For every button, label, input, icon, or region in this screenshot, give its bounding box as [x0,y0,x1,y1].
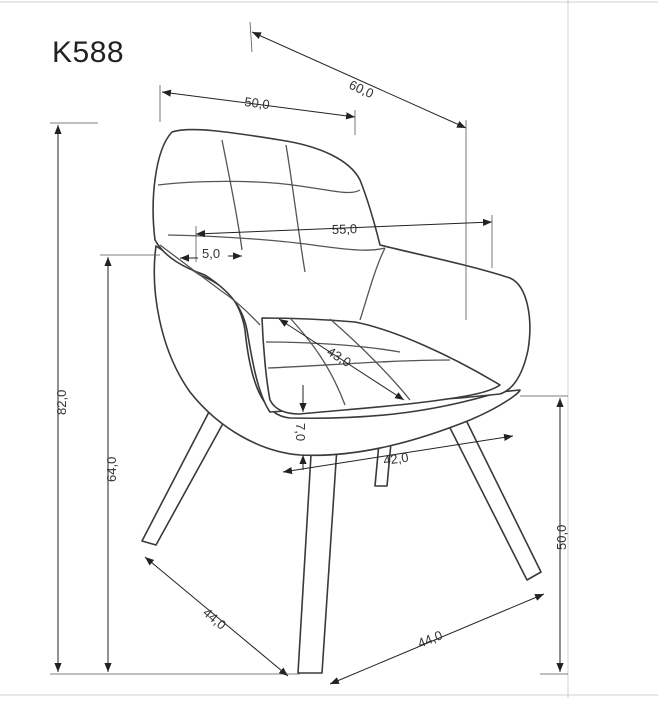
dim-arm-thickness: 5,0 [202,246,221,261]
dim-leg-span-left: 44,0 [200,604,230,633]
dim-width-top: 50,0 [243,94,271,113]
dim-seat-cushion: 7,0 [293,423,308,442]
leg-front-left [142,410,226,545]
dim-seat-height: 50,0 [554,524,569,550]
dim-base-width: 42,0 [382,449,410,468]
dim-total-height: 82,0 [54,389,69,415]
dim-seat-depth: 43,0 [324,343,354,370]
dim-leg-span-right: 44,0 [415,627,445,651]
dim-arm-height: 64,0 [104,456,119,482]
model-title: K588 [52,36,125,69]
dim-seat-inner-width: 55,0 [331,221,358,237]
leg-front-right [446,416,541,580]
dim-depth-top: 60,0 [346,77,377,102]
chair-shell [153,130,530,456]
leg-front-center [298,447,337,673]
